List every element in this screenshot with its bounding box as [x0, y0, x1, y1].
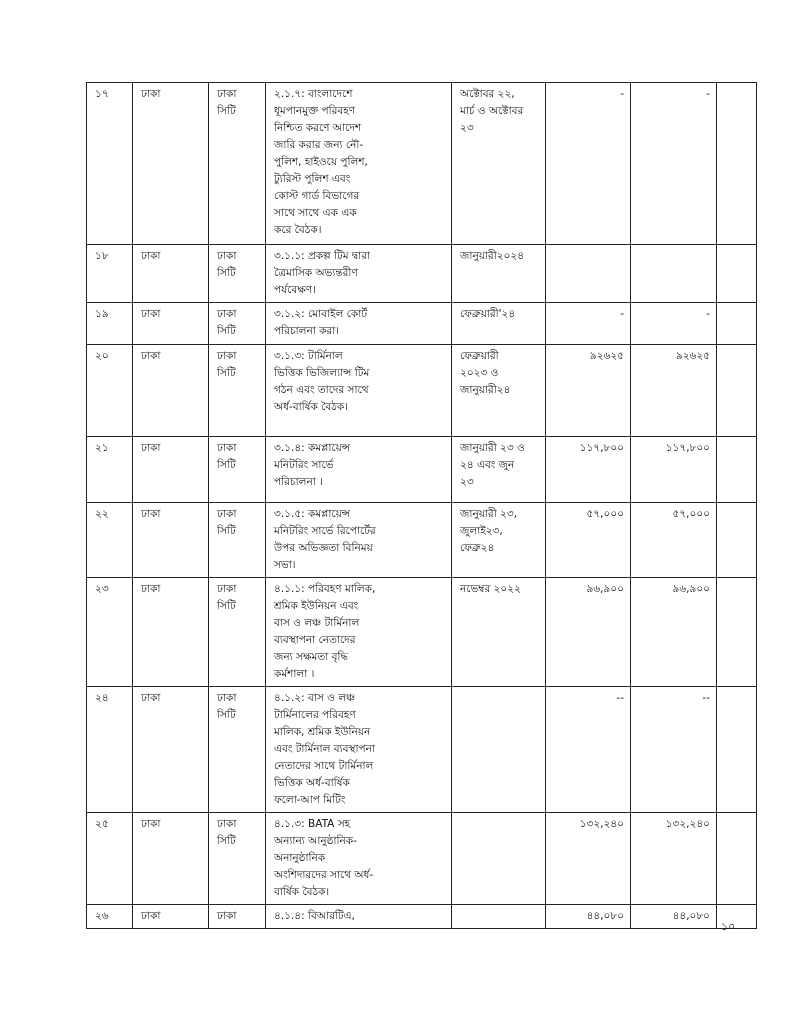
page-number: ১০ — [721, 920, 736, 933]
expense-cell — [631, 83, 717, 245]
activity-table — [86, 82, 757, 929]
city-cell — [209, 905, 266, 929]
serial-cell — [87, 578, 133, 687]
timeline-cell — [452, 345, 546, 437]
timeline-text: জানুয়ারী ২৩, জুলাই২৩, ফেব্রু২৪ — [460, 508, 518, 554]
budget-cell — [546, 303, 631, 345]
budget-cell — [546, 437, 631, 503]
timeline-cell — [452, 687, 546, 813]
division-text: ঢাকা — [141, 508, 161, 520]
serial-text: ১৭ — [95, 88, 109, 100]
division-cell — [133, 687, 209, 813]
activity-cell — [266, 503, 452, 578]
table-row — [87, 345, 757, 437]
division-text: ঢাকা — [141, 88, 161, 100]
budget-cell — [546, 687, 631, 813]
division-text: ঢাকা — [141, 583, 161, 595]
serial-text: ২১ — [95, 442, 109, 454]
table-row — [87, 83, 757, 245]
activity-text: ৩.১.৪: কমপ্লায়েন্স মনিটরিং সার্ভে পরিচালনা । — [274, 442, 351, 488]
activity-text: ৪.১.১: পরিবহণ মালিক, শ্রমিক ইউনিয়ন এবং বাস ও লঞ্চ টার্মিনাল ব্যবস্থাপনা নেতাদের জন্য সক্ষমতা বৃদ্ধি কর্মশালা । — [274, 583, 376, 680]
remark-cell — [717, 245, 757, 303]
serial-text: ২৩ — [95, 583, 109, 595]
division-text: ঢাকা — [141, 910, 161, 922]
timeline-cell — [452, 303, 546, 345]
budget-text: ৪৪,০৮০ — [586, 910, 624, 922]
timeline-cell — [452, 905, 546, 929]
serial-cell — [87, 503, 133, 578]
table-row — [87, 687, 757, 813]
expense-cell — [631, 245, 717, 303]
budget-text: ১৩২,২৪০ — [579, 818, 624, 830]
expense-cell — [631, 503, 717, 578]
table-body — [87, 83, 757, 929]
activity-cell — [266, 813, 452, 905]
timeline-cell — [452, 813, 546, 905]
city-text: ঢাকা সিটি — [217, 692, 237, 721]
division-text: ঢাকা — [141, 350, 161, 362]
timeline-cell — [452, 245, 546, 303]
remark-cell — [717, 83, 757, 245]
timeline-cell — [452, 83, 546, 245]
activity-cell — [266, 83, 452, 245]
timeline-cell — [452, 578, 546, 687]
serial-cell — [87, 437, 133, 503]
serial-cell — [87, 813, 133, 905]
expense-cell — [631, 303, 717, 345]
timeline-text: জানুয়ারী২০২৪ — [460, 250, 525, 262]
city-text: ঢাকা সিটি — [217, 88, 237, 117]
expense-text: - — [706, 88, 710, 100]
division-cell — [133, 303, 209, 345]
activity-cell — [266, 245, 452, 303]
serial-text: ২৬ — [95, 910, 109, 922]
city-text: ঢাকা সিটি — [217, 350, 237, 379]
city-text: ঢাকা সিটি — [217, 508, 237, 537]
division-cell — [133, 83, 209, 245]
city-text: ঢাকা সিটি — [217, 818, 237, 847]
timeline-text: ফেব্রুয়ারী ২০২৩ ও জানুয়ারী২৪ — [460, 350, 511, 396]
expense-cell — [631, 905, 717, 929]
budget-cell — [546, 813, 631, 905]
city-cell — [209, 83, 266, 245]
division-text: ঢাকা — [141, 250, 161, 262]
division-text: ঢাকা — [141, 692, 161, 704]
timeline-cell — [452, 503, 546, 578]
activity-text: ৩.১.১: প্রকল্প টিম দ্বারা ত্রৈমাসিক অভ্যন্তরীণ পর্যবেক্ষণ। — [274, 250, 371, 296]
serial-cell — [87, 83, 133, 245]
activity-cell — [266, 578, 452, 687]
budget-cell — [546, 245, 631, 303]
expense-cell — [631, 813, 717, 905]
city-text: ঢাকা সিটি — [217, 250, 237, 279]
serial-text: ২২ — [95, 508, 109, 520]
activity-cell — [266, 303, 452, 345]
serial-cell — [87, 687, 133, 813]
city-cell — [209, 437, 266, 503]
activity-cell — [266, 437, 452, 503]
city-text: ঢাকা সিটি — [217, 583, 237, 612]
expense-text: ৪৪,০৮০ — [672, 910, 710, 922]
expense-text: ৫৭,০০০ — [672, 508, 710, 520]
timeline-text: নভেম্বর ২০২২ — [460, 583, 521, 595]
table-row — [87, 813, 757, 905]
remark-cell — [717, 503, 757, 578]
city-cell — [209, 303, 266, 345]
city-cell — [209, 503, 266, 578]
expense-text: -- — [702, 692, 710, 704]
budget-text: ৫৭,০০০ — [586, 508, 624, 520]
division-text: ঢাকা — [141, 308, 161, 320]
timeline-text: জানুয়ারী ২৩ ও ২৪ এবং জুন ২৩ — [460, 442, 525, 488]
serial-text: ১৯ — [95, 308, 109, 320]
division-cell — [133, 345, 209, 437]
city-cell — [209, 813, 266, 905]
activity-cell — [266, 905, 452, 929]
table-row — [87, 578, 757, 687]
city-cell — [209, 345, 266, 437]
division-cell — [133, 578, 209, 687]
division-cell — [133, 503, 209, 578]
division-text: ঢাকা — [141, 818, 161, 830]
activity-text: ৩.১.২: মোবাইল কোর্ট পরিচালনা করা। — [274, 308, 368, 337]
budget-text: - — [620, 308, 624, 320]
budget-cell — [546, 345, 631, 437]
expense-text: ৯৬,৯০০ — [672, 583, 710, 595]
remark-cell — [717, 437, 757, 503]
timeline-cell — [452, 437, 546, 503]
serial-cell — [87, 345, 133, 437]
timeline-text: ফেব্রুয়ারী'২৪ — [460, 308, 516, 320]
serial-cell — [87, 303, 133, 345]
budget-text: ৯৬,৯০০ — [586, 583, 624, 595]
remark-cell — [717, 345, 757, 437]
timeline-text: অক্টোবর ২২, মার্চ ও অক্টোবর ২৩ — [460, 88, 524, 134]
serial-text: ১৮ — [95, 250, 109, 262]
activity-text: ২.১.৭: বাংলাদেশে ধূমপানমুক্ত পরিবহণ নিশ্চিত করণে আদেশ জারি করার জন্য নৌ- পুলিশ, হাইওয়ে পুলিশ, ট্যুরিস্ট পুলিশ এবং কোস্ট গার্ড বিভাগের সাথে সাথে এক এক করে বৈঠক। — [274, 88, 368, 236]
remark-cell — [717, 813, 757, 905]
budget-cell — [546, 578, 631, 687]
expense-cell — [631, 578, 717, 687]
table-row — [87, 303, 757, 345]
budget-text: ১১৭,৮০০ — [579, 442, 624, 454]
activity-text: ৪.১.৪: বিআরটিএ, — [274, 910, 355, 922]
budget-cell — [546, 83, 631, 245]
division-cell — [133, 437, 209, 503]
city-text: ঢাকা — [217, 910, 237, 922]
city-text: ঢাকা সিটি — [217, 308, 237, 337]
serial-text: ২৪ — [95, 692, 109, 704]
expense-text: ১১৭,৮০০ — [665, 442, 710, 454]
remark-cell — [717, 578, 757, 687]
budget-cell — [546, 503, 631, 578]
division-cell — [133, 813, 209, 905]
activity-text: ৪.১.২: বাস ও লঞ্চ টার্মিনালের পরিবহণ মালিক, শ্রমিক ইউনিয়ন এবং টার্মিনাল ব্যবস্থাপনা নেতাদের সাথে টার্মিনাল ভিত্তিক অর্ধ-বার্ষিক ফলো-আপ মিটিং — [274, 692, 375, 806]
city-cell — [209, 245, 266, 303]
serial-text: ২০ — [95, 350, 109, 362]
activity-cell — [266, 345, 452, 437]
remark-cell — [717, 687, 757, 813]
city-cell — [209, 578, 266, 687]
table-row — [87, 503, 757, 578]
serial-text: ২৫ — [95, 818, 109, 830]
budget-text: -- — [616, 692, 624, 704]
table-row — [87, 245, 757, 303]
activity-text: ৪.১.৩: BATA সহ অন্যান্য আনুষ্ঠানিক- অনানুষ্ঠানিক অংশিদারদের সাথে অর্ধ- বার্ষিক বৈঠক। — [274, 818, 374, 898]
table-row — [87, 437, 757, 503]
serial-cell — [87, 245, 133, 303]
remark-cell — [717, 303, 757, 345]
division-cell — [133, 905, 209, 929]
table-row — [87, 905, 757, 929]
division-cell — [133, 245, 209, 303]
city-cell — [209, 687, 266, 813]
division-text: ঢাকা — [141, 442, 161, 454]
budget-text: - — [620, 88, 624, 100]
serial-cell — [87, 905, 133, 929]
activity-cell — [266, 687, 452, 813]
activity-text: ৩.১.৫: কমপ্লায়েন্স মনিটরিং সার্ভে রিপোর্টের উপর অভিজ্ঞতা বিনিময় সভা। — [274, 508, 376, 571]
expense-cell — [631, 687, 717, 813]
budget-cell — [546, 905, 631, 929]
expense-text: - — [706, 308, 710, 320]
expense-text: ১৩২,২৪০ — [665, 818, 710, 830]
activity-text: ৩.১.৩: টার্মিনাল ভিত্তিক ভিজিল্যান্স টিম গঠন এবং তাদের সাথে অর্ধ-বার্ষিক বৈঠক। — [274, 350, 370, 413]
budget-text: ৯২৬২৫ — [589, 350, 624, 362]
expense-cell — [631, 437, 717, 503]
city-text: ঢাকা সিটি — [217, 442, 237, 471]
expense-text: ৯২৬২৫ — [675, 350, 710, 362]
expense-cell — [631, 345, 717, 437]
